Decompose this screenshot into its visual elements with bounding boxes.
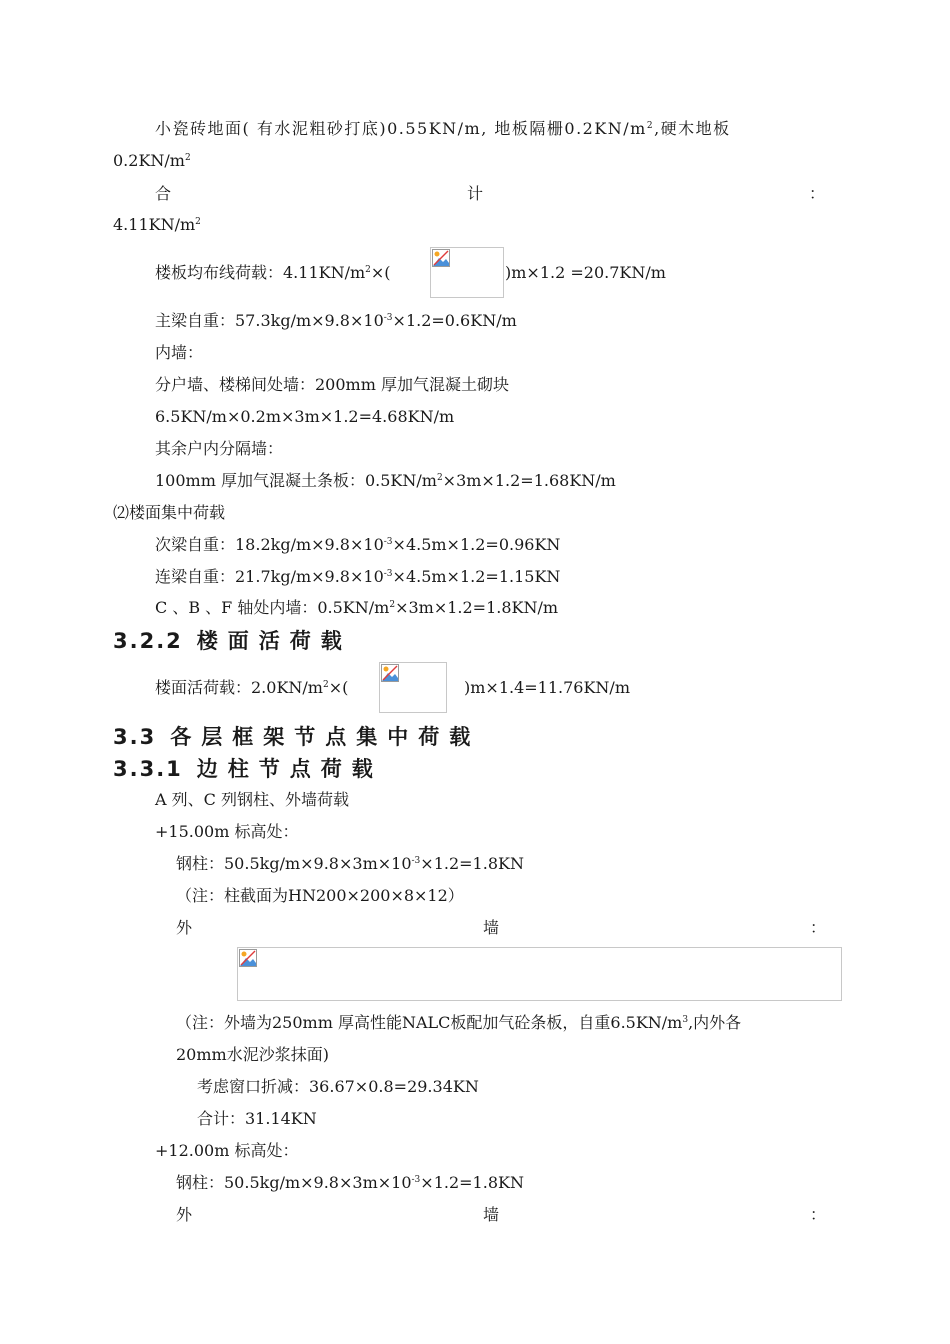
text-line: ⑵楼面集中荷载 xyxy=(113,503,226,522)
broken-image-icon xyxy=(239,949,257,967)
text-line: 分户墙、楼梯间处墙：200mm 厚加气混凝土砌块 xyxy=(155,375,509,394)
text-line: 内墙： xyxy=(155,343,204,362)
text-line: （注：柱截面为HN200×200×8×12） xyxy=(176,886,464,905)
outer-wall-row: 外 墙 ： xyxy=(176,918,826,937)
text-line: 楼面活荷载：$2.0KN/m^2\times$( xyxy=(155,678,349,697)
total-row: 合 计 ： xyxy=(155,184,825,203)
text-line: 其余户内分隔墙： xyxy=(155,439,284,458)
text-line: 小瓷砖地面( 有水泥粗砂打底)0.55KN/m, 地板隔栅$0.2KN/m^2$,硬木地板 xyxy=(155,119,731,138)
text-line: +12.00m 标高处： xyxy=(155,1141,299,1160)
text-line: （注：外墙为250mm 厚高性能NALC板配加气砼条板，自重$6.5KN/m^3$,内外各 xyxy=(176,1013,742,1032)
text-line: 100mm 厚加气混凝土条板：$0.5KN/m^2\times 3m\times 1.2=1.68KN/m$ xyxy=(155,471,616,490)
text-line: 钢柱：$50.5kg/m\times 9.8\times 3m\times 10^{-3}\times 1.2=1.8KN$ xyxy=(176,1173,524,1192)
text-line: 20mm水泥沙浆抹面) xyxy=(176,1045,329,1064)
section-heading: 3.2.2 楼面活荷载 xyxy=(113,629,352,653)
text-line: +15.00m 标高处： xyxy=(155,822,299,841)
formula-image-placeholder xyxy=(430,247,504,298)
text-line: 考虑窗口折减：36.67×0.8=29.34KN xyxy=(197,1077,479,1096)
text-line: 合计：31.14KN xyxy=(197,1109,317,1128)
text-line: 6.5KN/m×0.2m×3m×1.2=4.68KN/m xyxy=(155,407,455,426)
formula-image-placeholder xyxy=(237,947,842,1001)
text-line: )m×1.4=11.76KN/m xyxy=(464,678,630,697)
broken-image-icon xyxy=(381,664,399,682)
section-heading: 3.3.1 边柱节点荷载 xyxy=(113,757,383,781)
text-line: 主梁自重：$57.3kg/m\times 9.8\times 10^{-3}\times 1.2=0.6KN/m$ xyxy=(155,311,517,330)
formula-image-placeholder xyxy=(379,662,447,713)
outer-wall-row: 外 墙 ： xyxy=(176,1205,826,1224)
text-line: 楼板均布线荷载：$4.11KN/m^2\times$( xyxy=(155,263,391,282)
text-line: 连梁自重：$21.7kg/m\times 9.8\times 10^{-3}\times 4.5m\times 1.2=1.15KN$ xyxy=(155,567,561,586)
text-line: )m×1.2 =20.7KN/m xyxy=(505,263,666,282)
text-line: 次梁自重：$18.2kg/m\times 9.8\times 10^{-3}\times 4.5m\times 1.2=0.96KN$ xyxy=(155,535,561,554)
text-line: C 、B 、F 轴处内墙：$0.5KN/m^2\times 3m\times 1.2=1.8KN/m$ xyxy=(155,598,559,617)
section-heading: 3.3 各层框架节点集中荷载 xyxy=(113,725,481,749)
text-line: A 列、C 列钢柱、外墙荷载 xyxy=(155,790,349,809)
text-line: $0.2KN/m^2$ xyxy=(113,151,191,170)
text-line: 钢柱：$50.5kg/m\times 9.8\times 3m\times 10^{-3}\times 1.2=1.8KN$ xyxy=(176,854,524,873)
broken-image-icon xyxy=(432,249,450,267)
text-line: $4.11KN/m^2$ xyxy=(113,215,201,234)
